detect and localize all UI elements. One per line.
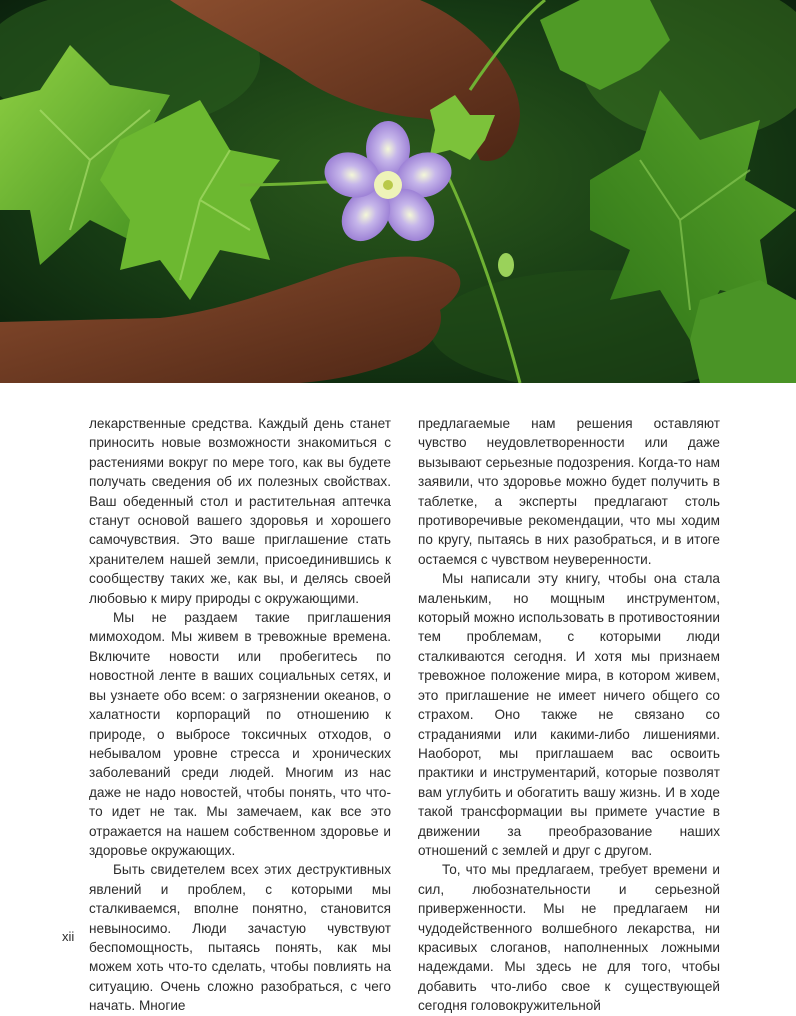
text-column-right <box>418 414 720 1016</box>
paragraph: Мы написали эту книгу, чтобы она стала маленьким, но мощным инструментом, который можно использовать в противостоянии тем проблемам, с которыми люди сталкиваются сегодня. И хотя мы признаем тревожное положение мира, в котором живем, это приглашение не имеет ничего общего со страхом. Оно также не связано со страданиями или какими-либо лишениями. Наоборот, мы приглашаем вас освоить практики и инструментарий, которые позволят вам углубить и обогатить вашу жизнь. И в ходе такой трансформации вы примете участие в движении за преобразование наших отношений с землей и друг с другом. <box>418 571 720 858</box>
text-column-left <box>89 414 391 1016</box>
paragraph: лекарственные средства. Каждый день станет приносить новые возможности знакомиться с растениями вокруг по мере того, как вы будете получать сведения об их полезных свойствах. Ваш обеденный стол и растительная аптечка станут основой вашего здоровья и хорошего самочувствия. Это ваше приглашение стать хранителем нашей земли, присоединившись к сообществу таких же, как вы, и делясь своей любовью к миру природы с окружающими. <box>89 416 391 606</box>
paragraph: Быть свидетелем всех этих деструктивных явлений и проблем, с которыми мы сталкиваемся, вполне понятно, становится невыносимо. Люди зачастую чувствуют беспомощность, пытаясь понять, как мы можем хоть что-то сделать, чтобы повлиять на ситуацию. Очень сложно разобраться, с чего начать. Многие <box>89 862 391 1014</box>
paragraph: То, что мы предлагаем, требует времени и сил, любознательности и серьезной приверженности. Мы не предлагаем ни чудодейственного волшебного лекарства, ни красивых слоганов, наполненных ложными надеждами. Мы здесь не для того, чтобы добавить что-либо свое к существующей сегодня головокружительной <box>418 862 720 1014</box>
paragraph: Мы не раздаем такие приглашения мимоходом. Мы живем в тревожные времена. Включите новости или пробегитесь по новостной ленте в ваших социальных сетях, и вы узнаете обо всем: о загрязнении океанов, о халатности корпораций по отношению к природе, о выбросе токсичных отходов, о небывалом уровне стресса и хронических заболеваний среди людей. Многим из нас даже не надо новостей, чтобы понять, что что-то идет не так. Мы замечаем, как все это отражается на нашем собственном здоровье и здоровье окружающих. <box>89 610 391 858</box>
paragraph: предлагаемые нам решения оставляют чувство неудовлетворенности или даже вызывают серьезные подозрения. Когда-то нам заявили, что здоровье можно будет получить в таблетке, а эксперты предлагают столь противоречивые рекомендации, что мы ходим по кругу, пытаясь в них разобраться, и в итоге остаемся с чувством неуверенности. <box>418 416 720 567</box>
flower-in-hands-illustration <box>0 0 796 383</box>
flower-bud <box>498 253 514 277</box>
page-number: xii <box>62 929 75 944</box>
header-photo <box>0 0 796 383</box>
